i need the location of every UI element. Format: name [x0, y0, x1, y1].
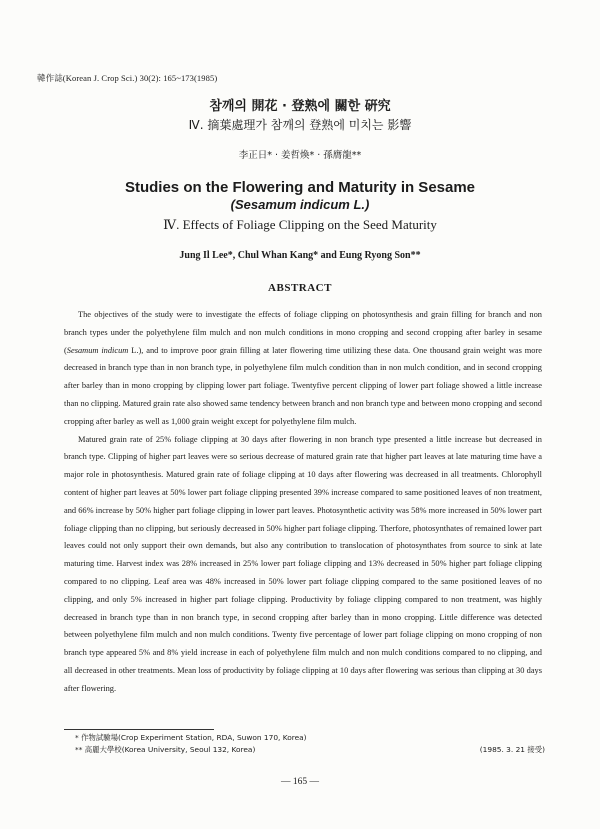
footnote-rule: [64, 729, 214, 730]
abstract-heading: ABSTRACT: [268, 282, 332, 294]
korean-title-line2: Ⅳ. 摘葉處理가 참깨의 登熟에 미치는 影響: [188, 118, 412, 132]
english-title-line1: Studies on the Flowering and Maturity in Sesame: [124, 179, 476, 196]
footnote-2-text: ** 高麗大學校(Korea University, Seoul 132, Korea): [75, 745, 256, 754]
footnote-1: [75, 732, 545, 744]
english-authors: Jung Il Lee*, Chul Whan Kang* and Eung Ryong Son**: [179, 250, 421, 261]
received-date: (1985. 3. 21 接受): [479, 745, 545, 754]
species-name: Sesamum indicum: [66, 345, 129, 355]
abstract-p1-part-a: The objectives of the study were to investigate the effects of foliage clipping on photosynthesis and grain filling for branch and non branch types under the polyethylene film mulch and non mulch conditions in mono cropping and second cropping after barley in sesame (: [64, 310, 542, 355]
footnotes: [75, 732, 545, 756]
abstract-paragraph-1: [64, 306, 542, 431]
journal-citation: 韓作誌(Korean J. Crop Sci.) 30(2): 165~173(1985): [37, 73, 218, 83]
abstract-paragraph-2: Matured grain rate of 25% foliage clipping at 30 days after flowering in non branch type presented a little increase but decreased in branch type. Clipping of higher part leaves were so serious decrease of matured grain rate that higher part leaves at late maturing time have a major role in photosynthesis. Matured grain rate of foliage clipping at 10 days after flowering was decreased in all treatments. Chlorophyll content of higher part leaves at 50% lower part foliage clipping presented 39% increase compared to same positioned leaves of non treatment, and 66% increase by 50% higher part foliage clipping in lower part leaves. Photosynthetic activity was 58% more increased in 50% lower part foliage clipping than no clipping, but seriously decreased in 50% higher part foliage clipping. Therfore, photosynthates of remained lower part leaves could not only support their own demands, but also any contribution to translocation of photosynthates from source to sink at late maturing time. Harvest index was 28% increased in 25% lower part foliage clipping and 13% decreased in 50% higher part foliage clipping compared to no clipping. Leaf area was 48% increased in 50% lower part foliage clipping compared to the same positioned leaves of no clipping, and only 5% increased in higher part foliage clipping. Productivity by foliage clipping compared to non treatment, was highly decreased in branch type than in non branch type, in second cropping after barley than in mono cropping. Little difference was detected between polyethylene film mulch and non mulch conditions. Twenty five percentage of lower part foliage clipping on mono cropping of non branch type appeared 5% and 8% yield increase in each of polyethylene film mulch and non mulch conditions compared to no clipping, and all decreased in other treatments. Mean loss of productivity by foliage clipping at 10 days after flowering was serious than clipping at 30 days after flowering.: [64, 434, 542, 693]
english-title-line2: (Sesamum indicum L.): [230, 197, 370, 212]
korean-authors: 李正日* · 姜哲煥* · 孫膺龍**: [238, 150, 362, 161]
footnote-1-text: * 作物試驗場(Crop Experiment Station, RDA, Suwon 170, Korea): [75, 733, 307, 742]
page-number: — 165 —: [281, 777, 319, 787]
footnote-2: [75, 744, 545, 756]
abstract-p1-part-b: L.), and to improve poor grain filling at later flowering time utilizing these data. One thousand grain weight was more decreased in branch type than in non branch type, in polyethylene film mulch condition than in non mulch condition, and in second cropping after barley than in mono cropping by clipping lower part foliage. Twentyfive percent clipping of lower part foliage showed a little increase than no clipping. Matured grain rate also showed same tendency between branch and non branch type and between mono cropping and second cropping after barley as well as 1,000 grain weight except for polyethylene film mulch.: [64, 345, 542, 426]
abstract-body: [64, 306, 542, 698]
english-title-line3: Ⅳ. Effects of Foliage Clipping on the Seed Maturity: [163, 217, 437, 232]
korean-title-line1: 참깨의 開花 · 登熟에 關한 硏究: [209, 99, 391, 114]
